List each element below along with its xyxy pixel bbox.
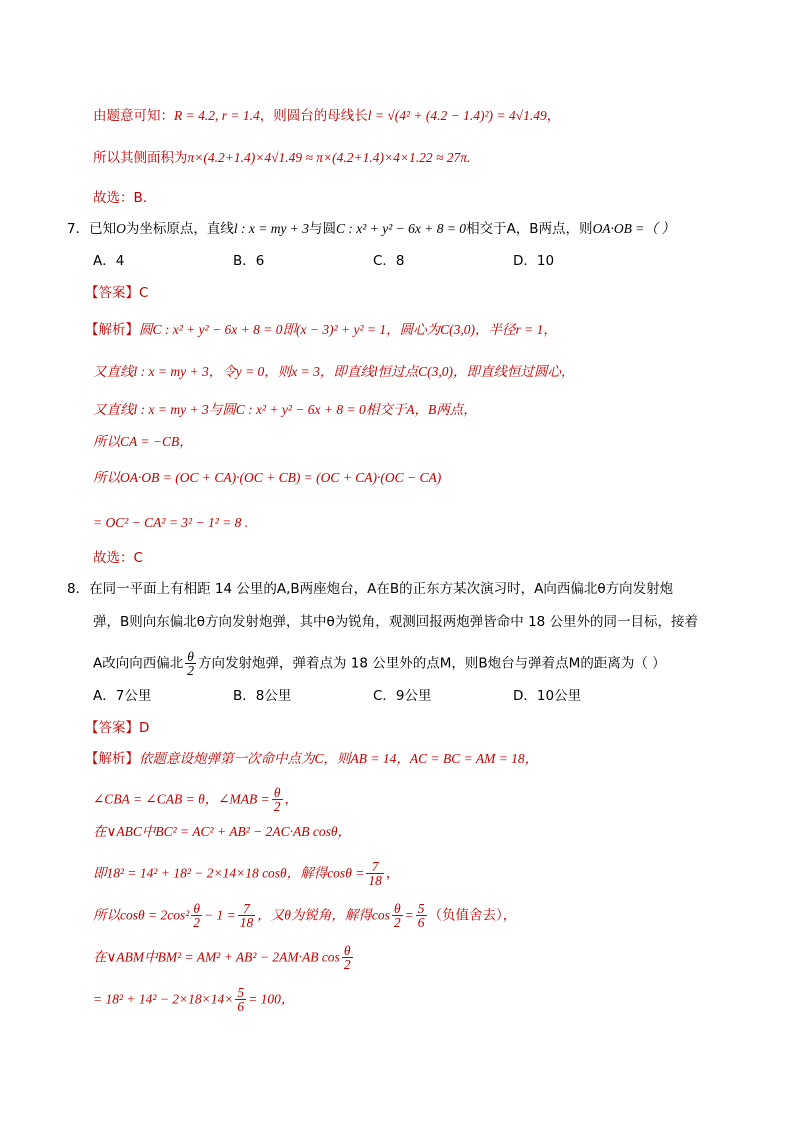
analysis-line: = OC² − CA² = 3² − 1² = 8 . [93,515,249,530]
analysis-line: 又直线l : x = my + 3与圆C : x² + y² − 6x + 8 = 0相交于A，B两点， [93,402,477,417]
fraction: $\frac{\theta}{2}$ [193,901,201,930]
question-8-stem-3: A改向向西偏北 $\frac{\theta}{2}$ 方向发射炮弹，弹着点为 18 公里外的点M，则B炮台与弹着点M的距离为（ ） [93,649,666,678]
question-7-stem: 7．已知O为坐标原点，直线l : x = my + 3与圆C : x² + y² − 6x + 8 = 0相交于A，B两点，则OA·OB =（ ） [67,221,675,237]
option-a: A．4 [93,253,125,269]
answer-label: 【答案】C [85,285,149,301]
fraction: $\frac{7}{18}$ [368,859,382,888]
question-8-stem-1: 8．在同一平面上有相距 14 公里的A,B两座炮台，A在B的正东方某次演习时，A向西偏北θ方向发射炮 [67,581,674,597]
analysis-line: 所以OA·OB = (OC + CA)·(OC + CB) = (OC + CA)·(OC − CA) [93,470,442,485]
option-c: C．9公里 [373,688,432,704]
fraction: $\frac{5}{6}$ [237,985,245,1014]
text-line: 由题意可知：R = 4.2, r = 1.4，则圆台的母线长l = √(4² + (4.2 − 1.4)²) = 4√1.49， [93,108,561,124]
option-b: B．6 [233,253,265,269]
fraction: $\frac{\theta}{2}$ [273,785,281,814]
text-line: 所以其侧面积为π×(4.2+1.4)×4√1.49 ≈ π×(4.2+1.4)×4×1.22 ≈ 27π. [93,150,471,166]
analysis-line: 在∨ABM中BM² = AM² + AB² − 2AM·AB cos $\frac{\theta}{2}$ [93,943,351,972]
analysis-line: 【解析】依题意设炮弹第一次命中点为C，则AB = 14，AC = BC = AM = 18， [85,751,539,767]
question-8-options [93,686,653,706]
fraction: $\frac{\theta}{2}$ [187,649,194,678]
question-8-stem-2: 弹，B则向东偏北θ方向发射炮弹，其中θ为锐角，观测回报两炮弹皆命中 18 公里外的同一目标，接着 [93,614,699,630]
analysis-line: 即18² = 14² + 18² − 2×14×18 cosθ，解得cosθ = $\frac{7}{18}$ ， [93,859,400,888]
option-d: D．10公里 [513,688,582,704]
analysis-line: ∠CBA = ∠CAB = θ，∠MAB = $\frac{\theta}{2}$ ， [93,785,299,814]
analysis-line: 在∨ABC中BC² = AC² + AB² − 2AC·AB cosθ， [93,824,351,839]
question-7-options [93,251,653,271]
text-line: 故选：B. [93,190,148,206]
analysis-line: = 18² + 14² − 2×18×14× $\frac{5}{6}$ = 100， [93,985,295,1014]
answer-label: 【答案】D [85,720,150,736]
option-b: B．8公里 [233,688,292,704]
fraction: $\frac{7}{18}$ [239,901,254,930]
analysis-line: 所以CA = −CB， [93,434,193,449]
analysis-line: 所以cosθ = 2cos² $\frac{\theta}{2}$ − 1 = $\frac{7}{18}$ ，又θ为锐角，解得cos $\frac{\theta}{2}$ = $\frac{5}{6}$ （负值舍去）， [93,901,517,930]
analysis-line: 又直线l : x = my + 3，令y = 0，则x = 3，即直线l恒过点C(3,0)，即直线恒过圆心， [93,364,575,379]
fraction: $\frac{\theta}{2}$ [393,901,401,930]
option-a: A．7公里 [93,688,152,704]
analysis-line: 【解析】圆C : x² + y² − 6x + 8 = 0即(x − 3)² + y² = 1，圆心为C(3,0)，半径r = 1， [85,322,557,338]
pick-line: 故选：C [93,550,143,566]
option-c: C．8 [373,253,405,269]
fraction: $\frac{5}{6}$ [417,901,425,930]
option-d: D．10 [513,253,555,269]
fraction: $\frac{\theta}{2}$ [343,943,351,972]
